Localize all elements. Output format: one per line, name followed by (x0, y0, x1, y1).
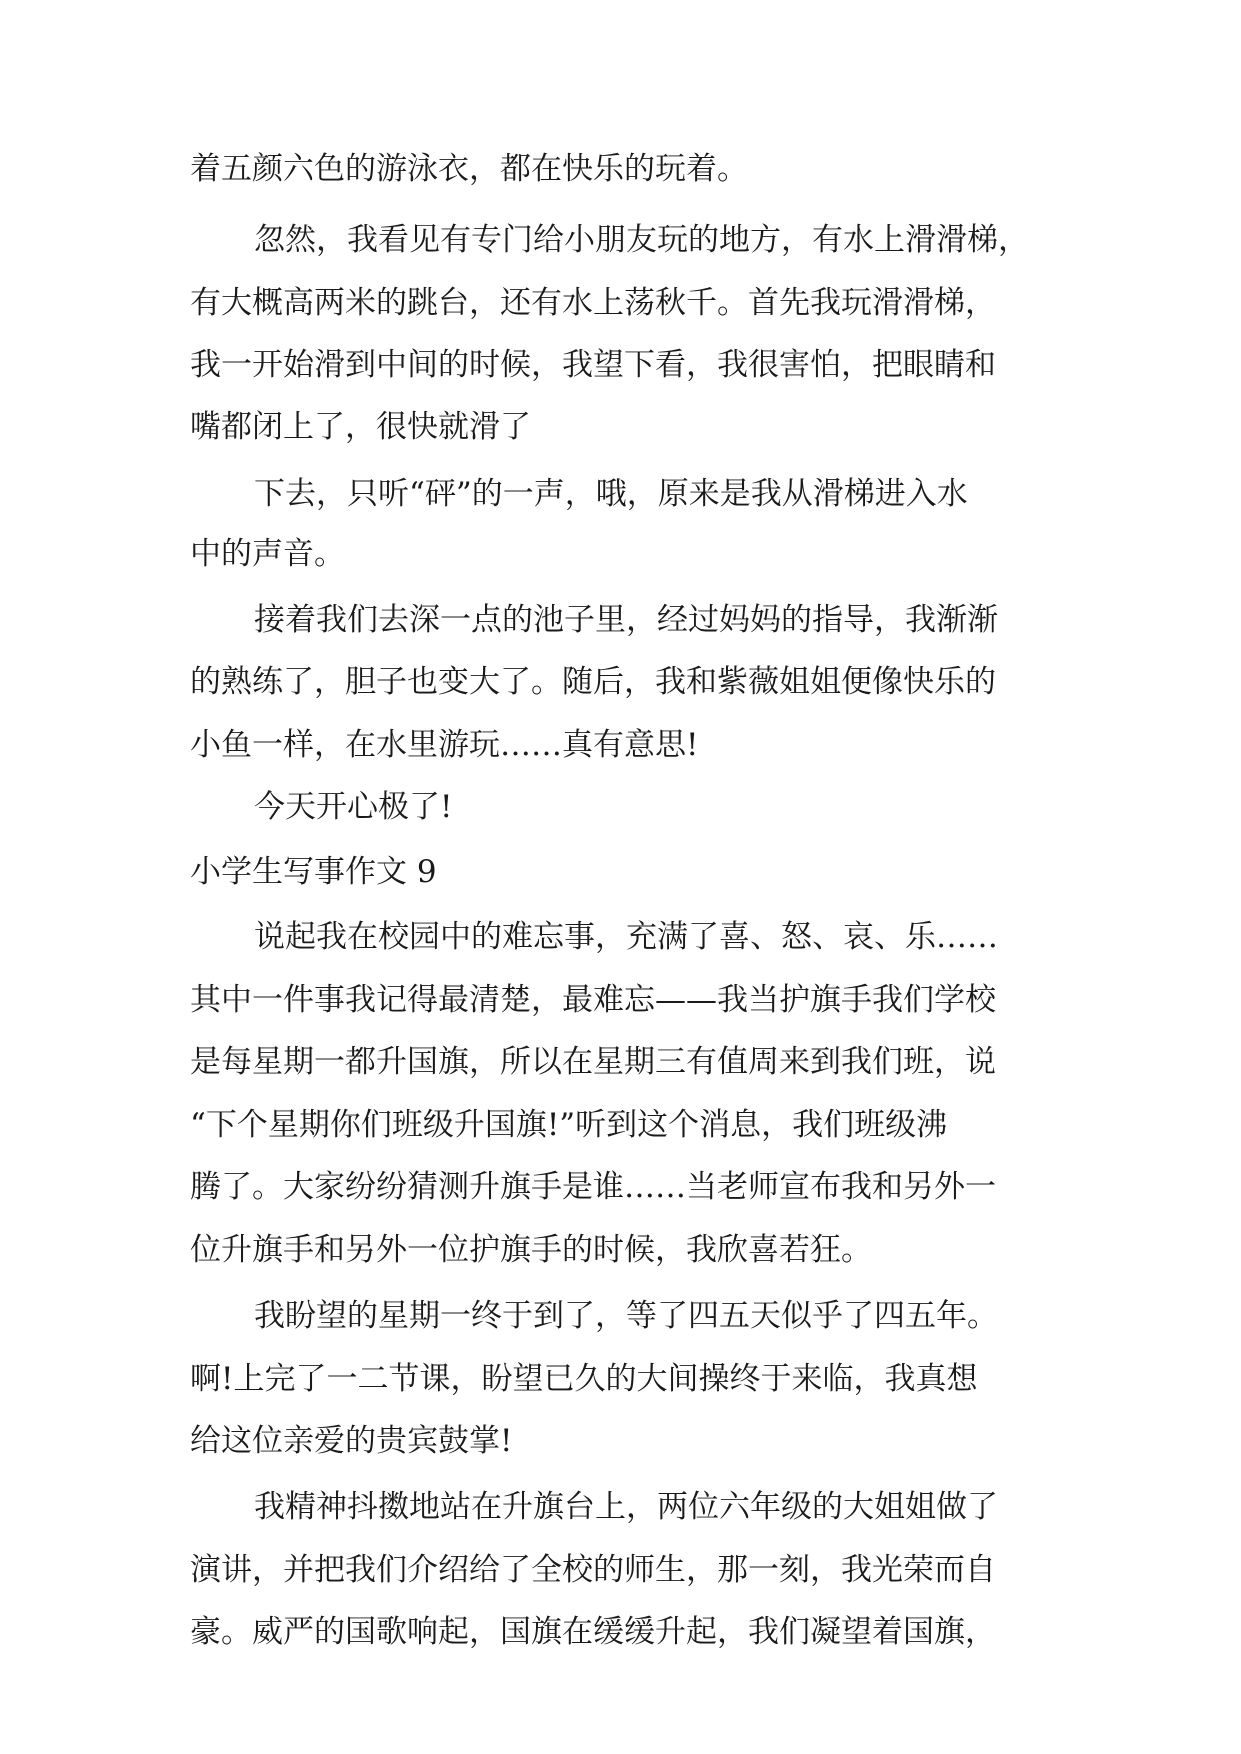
paragraph-start: 忽然，我看见有专门给小朋友玩的地方，有水上滑滑梯， (254, 222, 1029, 258)
text-line: 着五颜六色的游泳衣，都在快乐的玩着。 (190, 151, 748, 187)
text-line: 嘴都闭上了，很快就滑了 (190, 409, 531, 445)
text-line: 有大概高两米的跳台，还有水上荡秋千。首先我玩滑滑梯， (190, 285, 996, 321)
text-line: 豪。威严的国歌响起，国旗在缓缓升起，我们凝望着国旗， (190, 1614, 996, 1650)
section-title: 小学生写事作文 9 (190, 854, 437, 890)
text-line: “下个星期你们班级升国旗!”听到这个消息，我们班级沸 (190, 1107, 948, 1143)
text-line: 位升旗手和另外一位护旗手的时候，我欣喜若狂。 (190, 1232, 872, 1268)
text-line: 的熟练了，胆子也变大了。随后，我和紫薇姐姐便像快乐的 (190, 664, 996, 700)
text-line: 中的声音。 (190, 536, 345, 572)
text-line: 是每星期一都升国旗，所以在星期三有值周来到我们班，说 (190, 1044, 996, 1080)
paragraph-start: 我精神抖擞地站在升旗台上，两位六年级的大姐姐做了 (254, 1489, 998, 1525)
paragraph-start: 说起我在校园中的难忘事，充满了喜、怒、哀、乐…… (254, 919, 998, 955)
text-line: 腾了。大家纷纷猜测升旗手是谁……当老师宣布我和另外一 (190, 1169, 996, 1205)
paragraph-start: 今天开心极了! (254, 789, 453, 825)
paragraph-start: 下去，只听“砰”的一声，哦，原来是我从滑梯进入水 (254, 476, 968, 512)
text-line: 啊!上完了一二节课，盼望已久的大间操终于来临，我真想 (190, 1361, 978, 1397)
text-line: 其中一件事我记得最清楚，最难忘——我当护旗手我们学校 (190, 982, 996, 1018)
text-line: 我一开始滑到中间的时候，我望下看，我很害怕，把眼睛和 (190, 347, 996, 383)
text-line: 演讲，并把我们介绍给了全校的师生，那一刻，我光荣而自 (190, 1552, 996, 1588)
text-line: 给这位亲爱的贵宾鼓掌! (190, 1423, 513, 1459)
text-line: 小鱼一样，在水里游玩……真有意思! (190, 727, 699, 763)
paragraph-start: 接着我们去深一点的池子里，经过妈妈的指导，我渐渐 (254, 602, 998, 638)
paragraph-start: 我盼望的星期一终于到了，等了四五天似乎了四五年。 (254, 1298, 998, 1334)
